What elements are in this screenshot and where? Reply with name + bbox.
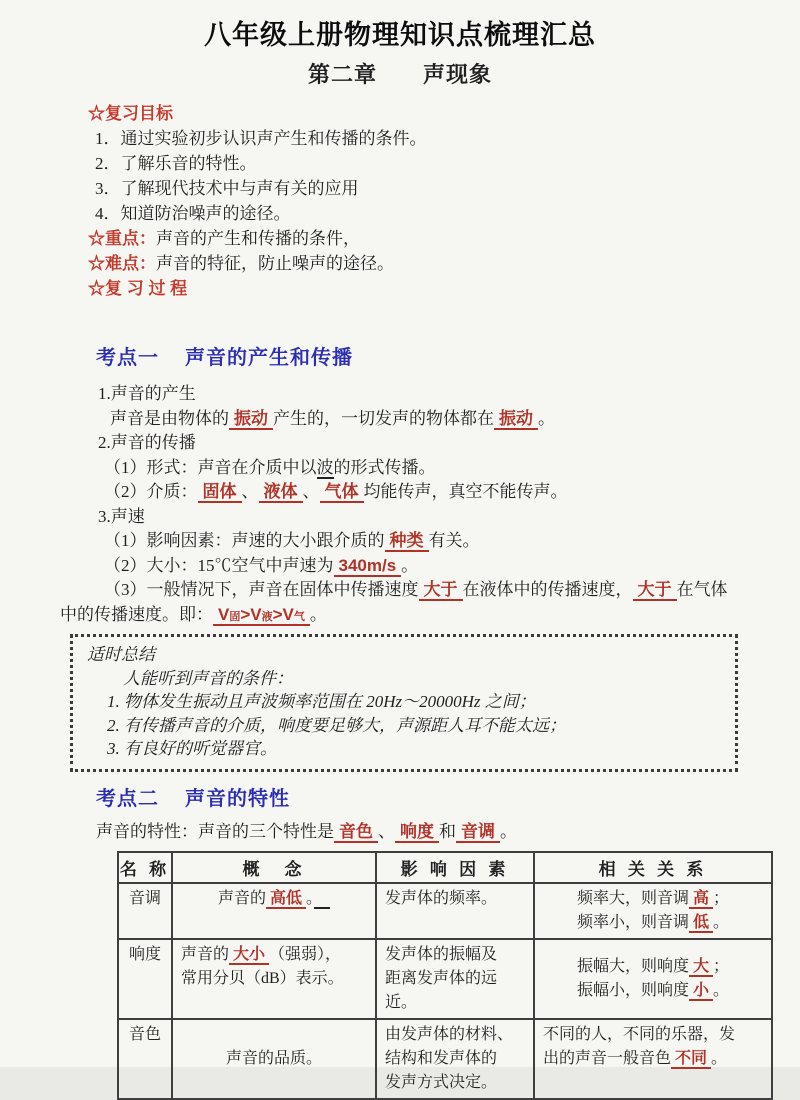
text-run: 在液体中的传播速度， bbox=[462, 580, 633, 599]
subscript: 液 bbox=[261, 610, 273, 623]
section-topic1 bbox=[60, 341, 744, 629]
cell-relation bbox=[534, 883, 772, 939]
text-run: >V bbox=[240, 604, 262, 624]
page-title: 八年级上册物理知识点梳理汇总 bbox=[204, 20, 596, 50]
text-run: （1）形式：声音在介质中以 bbox=[104, 457, 317, 477]
review-section bbox=[88, 101, 740, 301]
table-row bbox=[118, 1019, 772, 1099]
line-speed-compare bbox=[60, 578, 744, 629]
text-run: 1．通过实验初步认识声产生和传播的条件。 bbox=[95, 129, 427, 148]
text-run: 声音的品质。 bbox=[225, 1049, 322, 1067]
answer-blank: 大于 bbox=[633, 580, 677, 601]
cell-relation bbox=[534, 1019, 772, 1099]
text-run: 2.声音的传播 bbox=[98, 433, 196, 452]
text-run: 有关。 bbox=[428, 531, 480, 550]
topic2-intro-line bbox=[96, 819, 744, 844]
subscript: 固 bbox=[229, 610, 241, 623]
answer-blank: 振动 bbox=[229, 409, 273, 430]
text-run: 距离发声体的远 bbox=[385, 969, 498, 987]
line-propagation-form bbox=[60, 456, 744, 481]
review-process-heading bbox=[88, 276, 740, 301]
text-run: 3.声速 bbox=[98, 506, 145, 526]
line-sound-production bbox=[60, 382, 744, 407]
text-run: 声音的 bbox=[217, 889, 266, 907]
text-run: （2）大小：15℃空气中声速为 bbox=[104, 555, 334, 575]
answer-blank: 音调 bbox=[456, 822, 500, 843]
text-run: 结构和发声体的 bbox=[385, 1049, 498, 1067]
chapter-title: 第二章 声现象 bbox=[307, 62, 492, 87]
topic2-title: 声音的特性 bbox=[185, 787, 290, 810]
red-label: ☆复习目标 bbox=[88, 104, 173, 123]
answer-blank: 340m/s bbox=[334, 556, 402, 577]
text-run: 2．了解乐音的特性。 bbox=[95, 154, 257, 173]
line-speed-value bbox=[60, 554, 744, 579]
table-header: 名 称 bbox=[118, 852, 172, 883]
key-point-line bbox=[88, 226, 740, 251]
text-run: 、 bbox=[241, 482, 259, 501]
line-sound-speed bbox=[60, 505, 744, 530]
topic2-badge: 考点二 bbox=[96, 787, 159, 810]
text-run: 。 bbox=[401, 555, 419, 575]
summary-condition-3 bbox=[87, 737, 721, 761]
summary-condition-heading bbox=[87, 667, 721, 691]
text-run: 、 bbox=[378, 821, 395, 841]
table-header: 概 念 bbox=[172, 852, 376, 883]
text-run: 频率小，则音调 bbox=[576, 913, 689, 931]
text-run: 振幅小，则响度 bbox=[576, 981, 689, 999]
text-run: 发声体的频率。 bbox=[385, 889, 498, 907]
summary-box bbox=[70, 634, 738, 772]
cell-concept bbox=[172, 1019, 376, 1099]
cell-concept bbox=[172, 883, 376, 939]
red-label: ☆复 习 过 程 bbox=[88, 279, 188, 298]
answer-blank: 音色 bbox=[334, 822, 378, 843]
topic1-content bbox=[60, 382, 744, 629]
text-run: 4．知道防治噪声的途径。 bbox=[95, 204, 291, 223]
text-run: ； bbox=[713, 889, 730, 907]
summary-condition-2 bbox=[87, 714, 721, 738]
table-header: 影 响 因 素 bbox=[376, 852, 534, 883]
text-run: 声音的 bbox=[181, 945, 230, 963]
cell-factor bbox=[376, 883, 534, 939]
text-run: 声音是由物体的 bbox=[110, 408, 229, 428]
table-row bbox=[118, 939, 772, 1019]
answer-blank: 高低 bbox=[266, 890, 306, 909]
answer-blank: 低 bbox=[689, 914, 713, 933]
difficulty-line bbox=[88, 251, 740, 276]
text-run: 产生的，一切发声的物体都在 bbox=[273, 408, 494, 428]
red-label: ☆重点： bbox=[88, 229, 156, 248]
text-run: 常用分贝（dB）表示。 bbox=[181, 969, 344, 987]
line-sound-propagation bbox=[60, 431, 744, 456]
text-run: 均能传声，真空不能传声。 bbox=[363, 482, 568, 501]
text-run: V bbox=[218, 604, 230, 624]
answer-blank: 振动 bbox=[494, 409, 538, 430]
text-run: 频率大，则音调 bbox=[576, 889, 689, 907]
topic1-title: 声音的产生和传播 bbox=[185, 347, 353, 369]
text-run: 、 bbox=[302, 482, 320, 501]
underlined-term bbox=[314, 890, 330, 909]
goal-item-4 bbox=[88, 201, 740, 226]
subscript: 气 bbox=[293, 610, 305, 623]
text-run: 。 bbox=[713, 981, 730, 999]
topic1-heading bbox=[96, 341, 744, 370]
answer-blank: 固体 bbox=[198, 482, 242, 503]
goal-item-1 bbox=[88, 126, 740, 151]
cell-name: 音色 bbox=[118, 1019, 172, 1099]
line-production-detail bbox=[60, 407, 744, 432]
answer-blank: 种类 bbox=[385, 531, 429, 552]
underlined-term: 波 bbox=[316, 457, 334, 477]
text-run: 。 bbox=[309, 604, 327, 624]
line-propagation-medium bbox=[60, 480, 744, 505]
goal-item-2 bbox=[88, 151, 740, 176]
line-speed-factor bbox=[60, 529, 744, 554]
text-run: 适时总结 bbox=[87, 645, 155, 664]
characteristics-table bbox=[117, 851, 773, 1100]
text-run: 3. 有良好的听觉器官。 bbox=[107, 739, 277, 758]
cell-factor bbox=[376, 939, 534, 1019]
table-header: 相 关 关 系 bbox=[534, 852, 772, 883]
text-run: 1.声音的产生 bbox=[98, 384, 196, 403]
text-run: ； bbox=[713, 957, 730, 975]
text-run: 声音的特征，防止噪声的途径。 bbox=[156, 254, 394, 273]
text-run: 和 bbox=[439, 821, 456, 841]
cell-relation bbox=[534, 939, 772, 1019]
text-run: 发声方式决定。 bbox=[385, 1073, 498, 1091]
text-run: 2. 有传播声音的介质，响度要足够大，声源距人耳不能太远； bbox=[107, 715, 566, 735]
text-run: （2）介质： bbox=[104, 482, 198, 501]
cell-factor bbox=[376, 1019, 534, 1099]
answer-blank: 大小 bbox=[229, 946, 269, 965]
text-run: （1）影响因素：声速的大小跟介质的 bbox=[104, 531, 385, 550]
text-run: 发声体的振幅及 bbox=[385, 945, 498, 963]
goal-item-3 bbox=[88, 176, 740, 201]
review-goal-heading bbox=[88, 101, 740, 126]
section-topic2 bbox=[60, 782, 744, 1100]
text-run: 。 bbox=[306, 889, 315, 907]
text-run: 出的声音一般音色 bbox=[543, 1049, 672, 1067]
cell-name: 响度 bbox=[118, 939, 172, 1019]
text-run: 不同的人，不同的乐器，发 bbox=[543, 1025, 736, 1043]
text-run: 声音的产生和传播的条件， bbox=[156, 229, 360, 248]
text-run: 的形式传播。 bbox=[333, 457, 436, 477]
answer-blank bbox=[213, 605, 310, 626]
answer-blank: 气体 bbox=[320, 482, 364, 503]
text-run: 在气体中的传播速度。即： bbox=[60, 580, 728, 624]
answer-blank: 小 bbox=[689, 982, 713, 1001]
answer-blank: 响度 bbox=[395, 822, 439, 843]
summary-box-title bbox=[87, 643, 721, 667]
answer-blank: 大于 bbox=[419, 580, 463, 601]
text-run: 近。 bbox=[385, 993, 418, 1011]
table-header-row bbox=[118, 852, 772, 883]
answer-blank: 大 bbox=[689, 958, 713, 977]
answer-blank: 不同 bbox=[671, 1050, 711, 1069]
text-run: 。 bbox=[711, 1049, 728, 1067]
text-run: 。 bbox=[538, 408, 555, 428]
topic1-badge: 考点一 bbox=[96, 347, 159, 369]
cell-concept bbox=[172, 939, 376, 1019]
answer-blank: 高 bbox=[689, 890, 713, 909]
text-run: 声音的特性：声音的三个特性是 bbox=[96, 821, 334, 841]
text-run: 。 bbox=[500, 821, 517, 841]
text-run: 由发声体的材料、 bbox=[385, 1025, 514, 1043]
text-run: 振幅大，则响度 bbox=[576, 957, 689, 975]
text-run: 。 bbox=[713, 913, 730, 931]
text-run: （3）一般情况下，声音在固体中传播速度 bbox=[104, 580, 419, 599]
text-run: 1. 物体发生振动且声波频率范围在 20Hz～20000Hz 之间； bbox=[107, 692, 536, 711]
topic2-heading bbox=[96, 782, 744, 811]
red-label: ☆难点： bbox=[88, 254, 156, 273]
text-run: 3．了解现代技术中与声有关的应用 bbox=[95, 179, 359, 198]
summary-condition-1 bbox=[87, 690, 721, 714]
answer-blank: 液体 bbox=[259, 482, 303, 503]
text-run: （强弱）， bbox=[269, 945, 342, 963]
table-row bbox=[118, 883, 772, 939]
text-run: 人能听到声音的条件： bbox=[123, 668, 293, 688]
cell-name: 音调 bbox=[118, 883, 172, 939]
text-run: >V bbox=[272, 604, 294, 624]
